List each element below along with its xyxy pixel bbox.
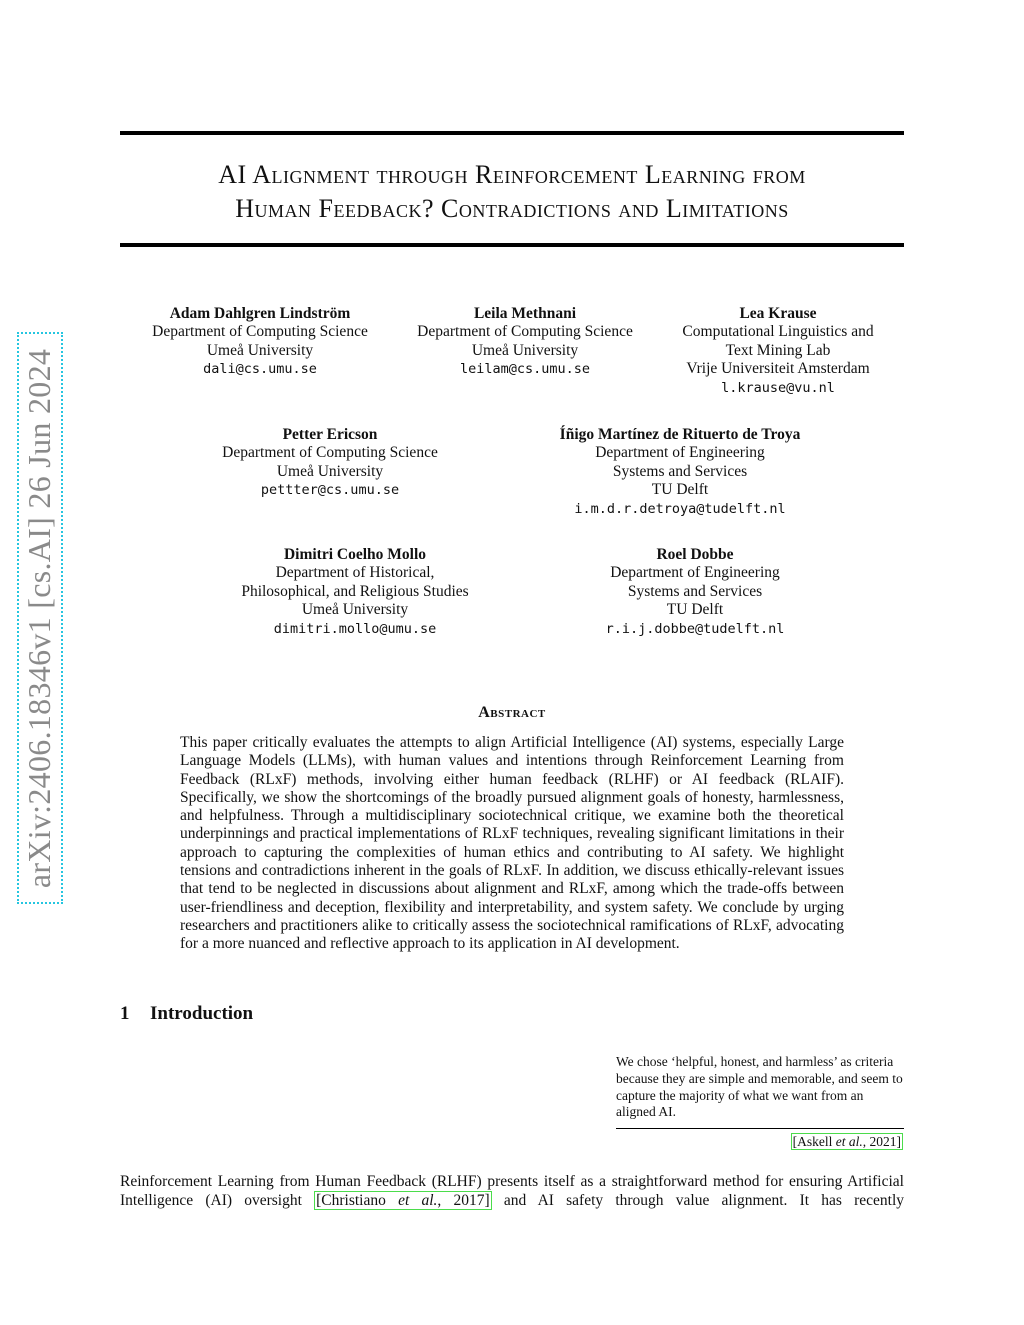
author-affiliation: Systems and Services	[627, 582, 763, 600]
author-block	[130, 305, 390, 379]
section-heading	[120, 1003, 253, 1025]
paper-title	[120, 158, 904, 226]
author-affiliation: Department of Historical,	[275, 564, 435, 582]
citation-etal: et al.	[398, 1192, 438, 1209]
author-affiliation: Text Mining Lab	[725, 341, 831, 359]
author-email[interactable]: i.m.d.r.detroya@tudelft.nl	[574, 500, 786, 517]
citation-author: [Askell	[792, 1134, 836, 1149]
arxiv-identifier-stamp[interactable]	[17, 332, 63, 904]
author-email[interactable]: dali@cs.umu.se	[203, 361, 317, 378]
author-affiliation: Computational Linguistics and	[682, 323, 874, 341]
author-block	[395, 305, 655, 379]
author-email[interactable]: dimitri.mollo@umu.se	[273, 620, 437, 637]
abstract-text: This paper critically evaluates the attempts to align Artificial Intelligence (AI) systems, especially Large Language Models (LLMs), with human values and intentions through Reinforcement Learning from Feedback (RLxF) methods, involving either human feedback (RLHF) or AI feedback (RLAIF). Specifically, we show the shortcomings of the broadly pursued alignment goals of honesty, harmlessness, and helpfulness. Through a multidisciplinary sociotechnical critique, we examine both the theoretical underpinnings and practical implementations of RLxF techniques, revealing significant limitations in their approach to capturing the complexities of human ethics and contributing to AI safety. We highlight tensions and contradictions inherent in the goals of RLxF. In addition, we discuss ethically-relevant issues that tend to be neglected in discussions about alignment and RLxF, among which the trade-offs between user-friendliness and deception, flexibility and interpretability, and system safety. We conclude by urging researchers and practitioners alike to critically assess the sociotechnical ramifications of RLxF, advocating for a more nuanced and reflective approach to its application in AI development.	[180, 734, 844, 953]
author-email[interactable]: leilam@cs.umu.se	[459, 361, 591, 378]
author-affiliation: Umeå University	[471, 341, 579, 359]
author-affiliation: Philosophical, and Religious Studies	[241, 582, 469, 600]
author-block	[660, 305, 896, 397]
citation-year: , 2017]	[437, 1192, 490, 1209]
author-affiliation: Department of Computing Science	[417, 323, 633, 341]
citation-year: , 2021]	[862, 1134, 901, 1149]
author-name: Dimitri Coelho Mollo	[283, 546, 427, 563]
paper-title-line-2: Human Feedback? Contradictions and Limitations	[235, 194, 789, 223]
author-affiliation: Umeå University	[276, 462, 384, 480]
author-name: Adam Dahlgren Lindström	[169, 305, 351, 322]
section-number: 1	[120, 1003, 130, 1024]
abstract-heading: Abstract	[478, 704, 546, 721]
author-name: Petter Ericson	[282, 426, 378, 443]
author-affiliation: Department of Engineering	[610, 564, 780, 582]
author-name: Leila Methnani	[473, 305, 577, 322]
author-email[interactable]: l.krause@vu.nl	[721, 379, 835, 396]
citation-author: [Christiano	[316, 1192, 399, 1209]
intro-paragraph	[120, 1172, 904, 1210]
intro-citation-link[interactable]	[314, 1191, 492, 1210]
title-top-rule	[120, 131, 904, 135]
intro-text-before: Reinforcement Learning from Human Feedback (RLHF) presents itself as a straightforward method for ensuring Artificial Intelligence (AI) oversight	[120, 1173, 904, 1209]
author-affiliation: Systems and Services	[612, 462, 748, 480]
epigraph-rule	[616, 1128, 904, 1129]
title-bottom-rule	[120, 243, 904, 247]
author-block	[565, 546, 825, 638]
paper-title-line-1: AI Alignment through Reinforcement Learning from	[218, 160, 806, 189]
author-affiliation: Department of Computing Science	[152, 323, 368, 341]
author-affiliation: Department of Computing Science	[222, 444, 438, 462]
author-affiliation: TU Delft	[651, 481, 709, 499]
epigraph-quote: We chose ‘helpful, honest, and harmless’ as criteria because they are simple and memorable, and seem to capture the majority of what we want from an aligned AI.	[616, 1054, 903, 1120]
arxiv-identifier-text: arXiv:2406.18346v1 [cs.AI] 26 Jun 2024	[21, 348, 58, 888]
citation-etal: et al.	[835, 1134, 863, 1149]
author-affiliation: Vrije Universiteit Amsterdam	[686, 360, 870, 378]
author-affiliation: TU Delft	[666, 601, 724, 619]
section-title: Introduction	[150, 1003, 254, 1024]
author-block	[530, 426, 830, 518]
author-name: Íñigo Martínez de Rituerto de Troya	[559, 426, 801, 443]
author-block	[200, 426, 460, 500]
author-email[interactable]: pettter@cs.umu.se	[260, 482, 400, 499]
author-email[interactable]: r.i.j.dobbe@tudelft.nl	[605, 620, 785, 637]
author-affiliation: Umeå University	[206, 341, 314, 359]
author-name: Roel Dobbe	[656, 546, 734, 563]
epigraph-citation-link[interactable]	[791, 1133, 903, 1150]
author-block	[220, 546, 490, 638]
author-name: Lea Krause	[739, 305, 817, 322]
author-affiliation: Department of Engineering	[595, 444, 765, 462]
author-affiliation: Umeå University	[301, 601, 409, 619]
intro-text-after: and AI safety through value alignment. It has recently	[491, 1192, 905, 1209]
